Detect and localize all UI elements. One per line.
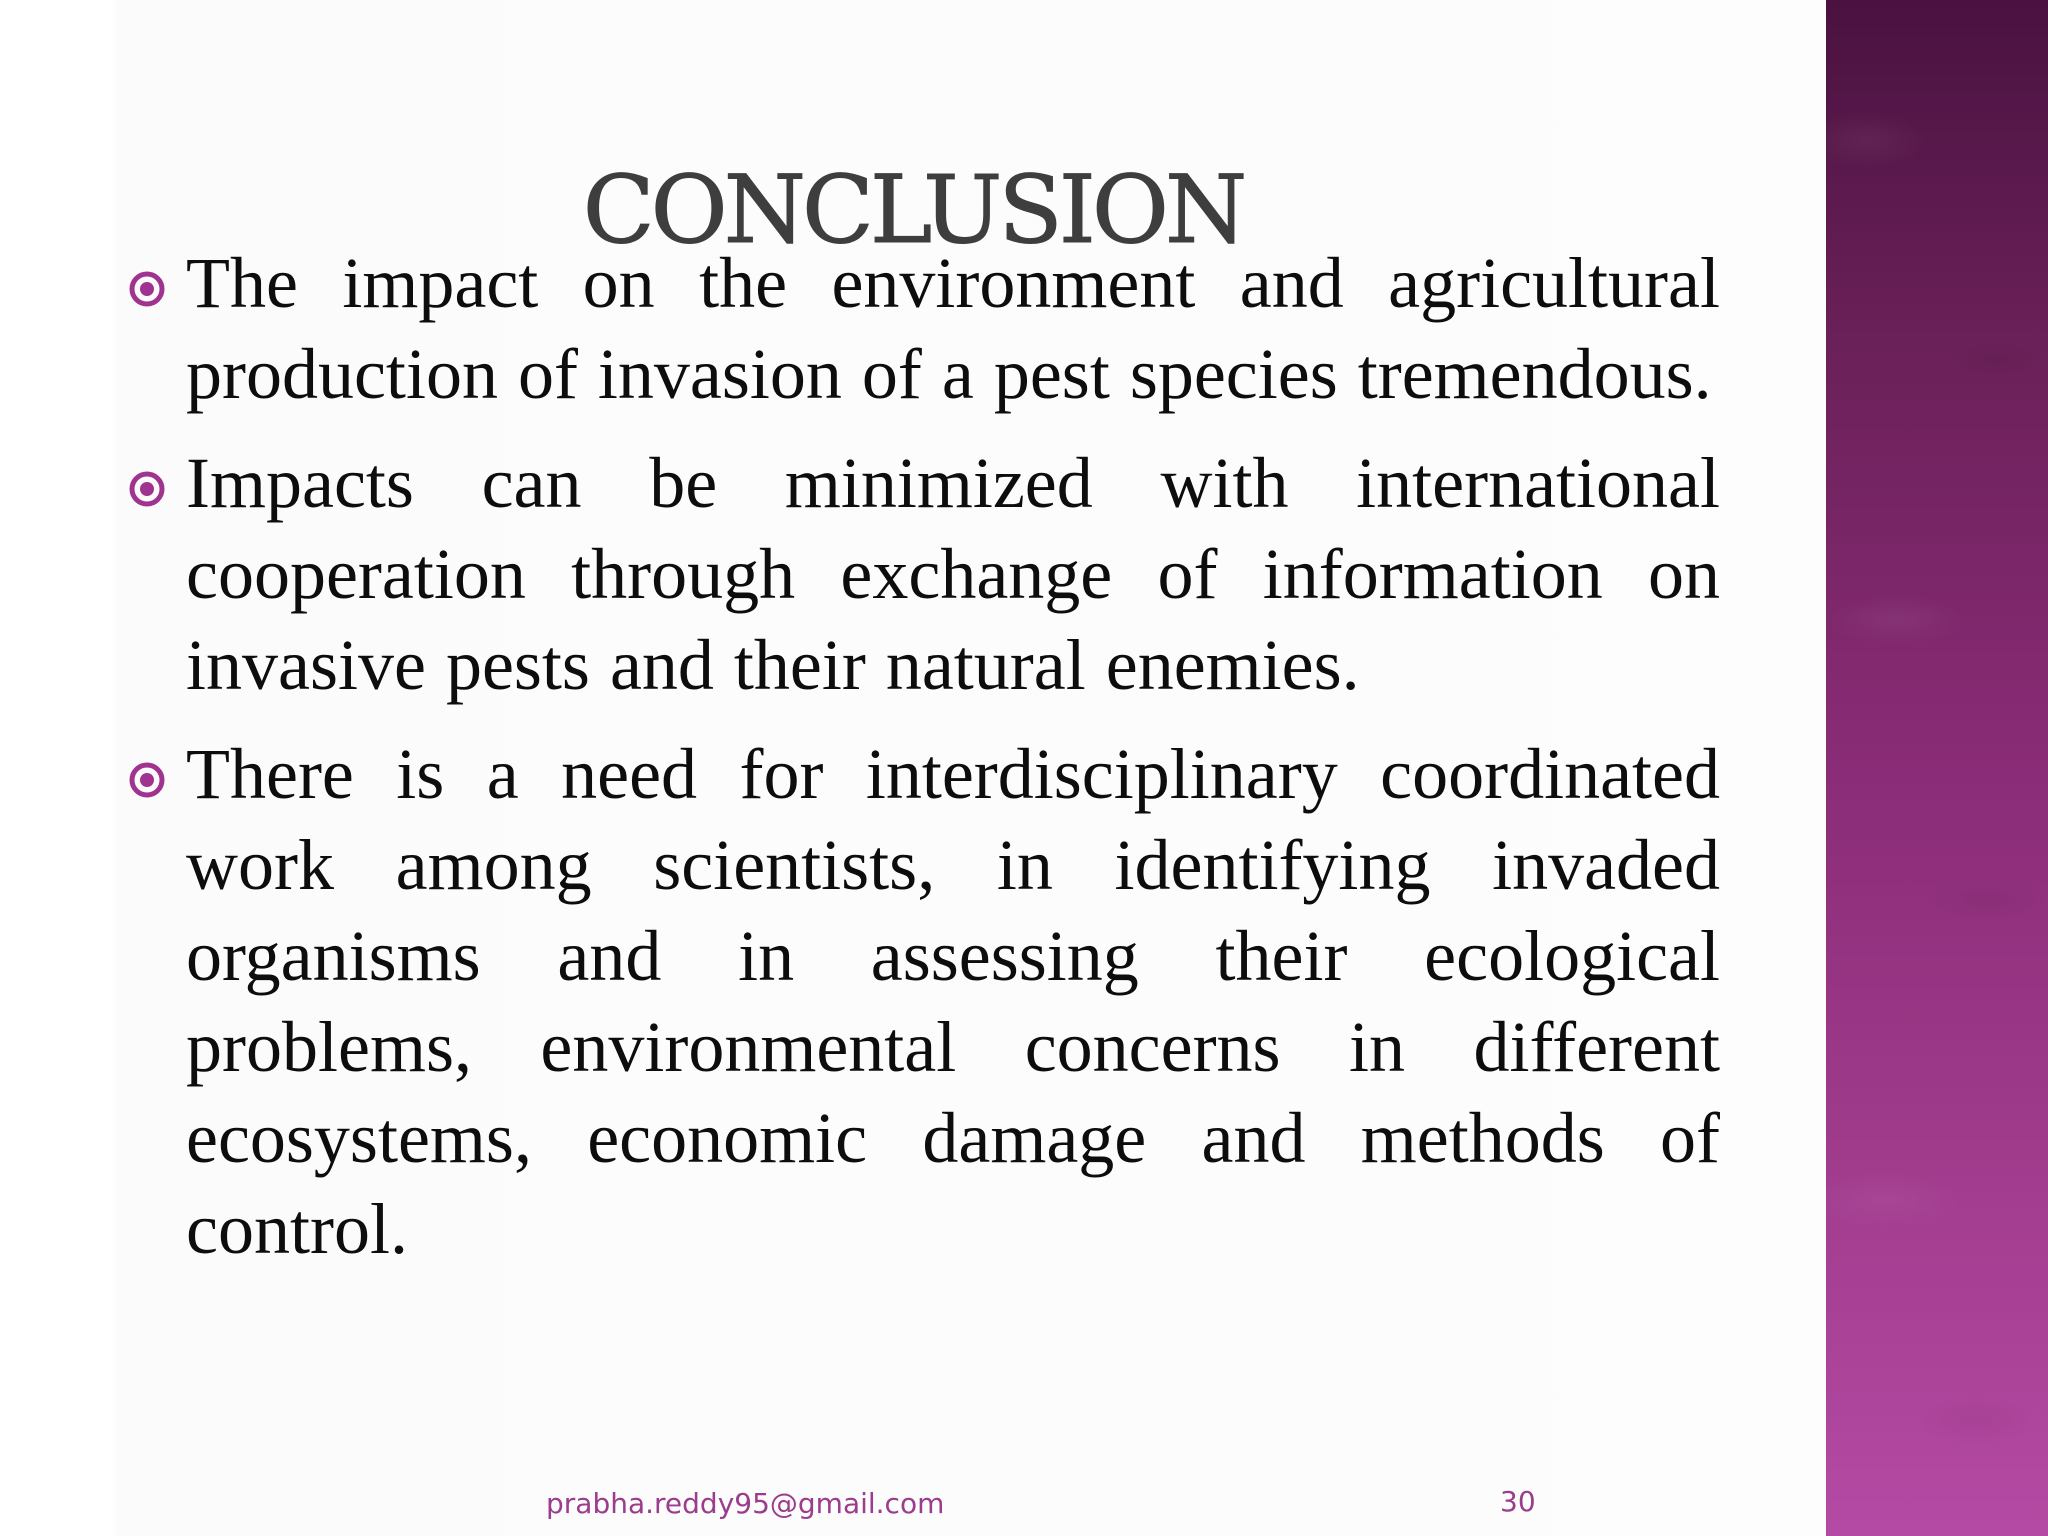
bullet-text: There is a need for interdisciplinary coordinated work among scientists, in identifying invaded organisms and in assessing their ecological problems, environmental concerns in different ecosystems, economic damage and methods of control.	[186, 734, 1720, 1269]
circled-dot-bullet-icon	[128, 470, 166, 508]
side-panel-texture	[1826, 0, 2048, 1536]
decorative-side-panel	[1826, 0, 2048, 1536]
bullet-text: Impacts can be minimized with international cooperation through exchange of information on invasive pests and their natural enemies.	[186, 443, 1720, 705]
bullet-item	[124, 729, 1720, 1275]
bullet-item	[124, 238, 1720, 420]
slide-title: CONCLUSION	[582, 155, 1244, 265]
bullet-list	[124, 238, 1720, 1293]
circled-dot-bullet-icon	[128, 270, 166, 308]
circled-dot-bullet-icon	[128, 761, 166, 799]
bullet-text: The impact on the environment and agricultural production of invasion of a pest species tremendous.	[186, 243, 1720, 414]
bullet-item	[124, 438, 1720, 711]
footer-email: prabha.reddy95@gmail.com	[546, 1487, 945, 1520]
page-number: 30	[1500, 1485, 1536, 1518]
